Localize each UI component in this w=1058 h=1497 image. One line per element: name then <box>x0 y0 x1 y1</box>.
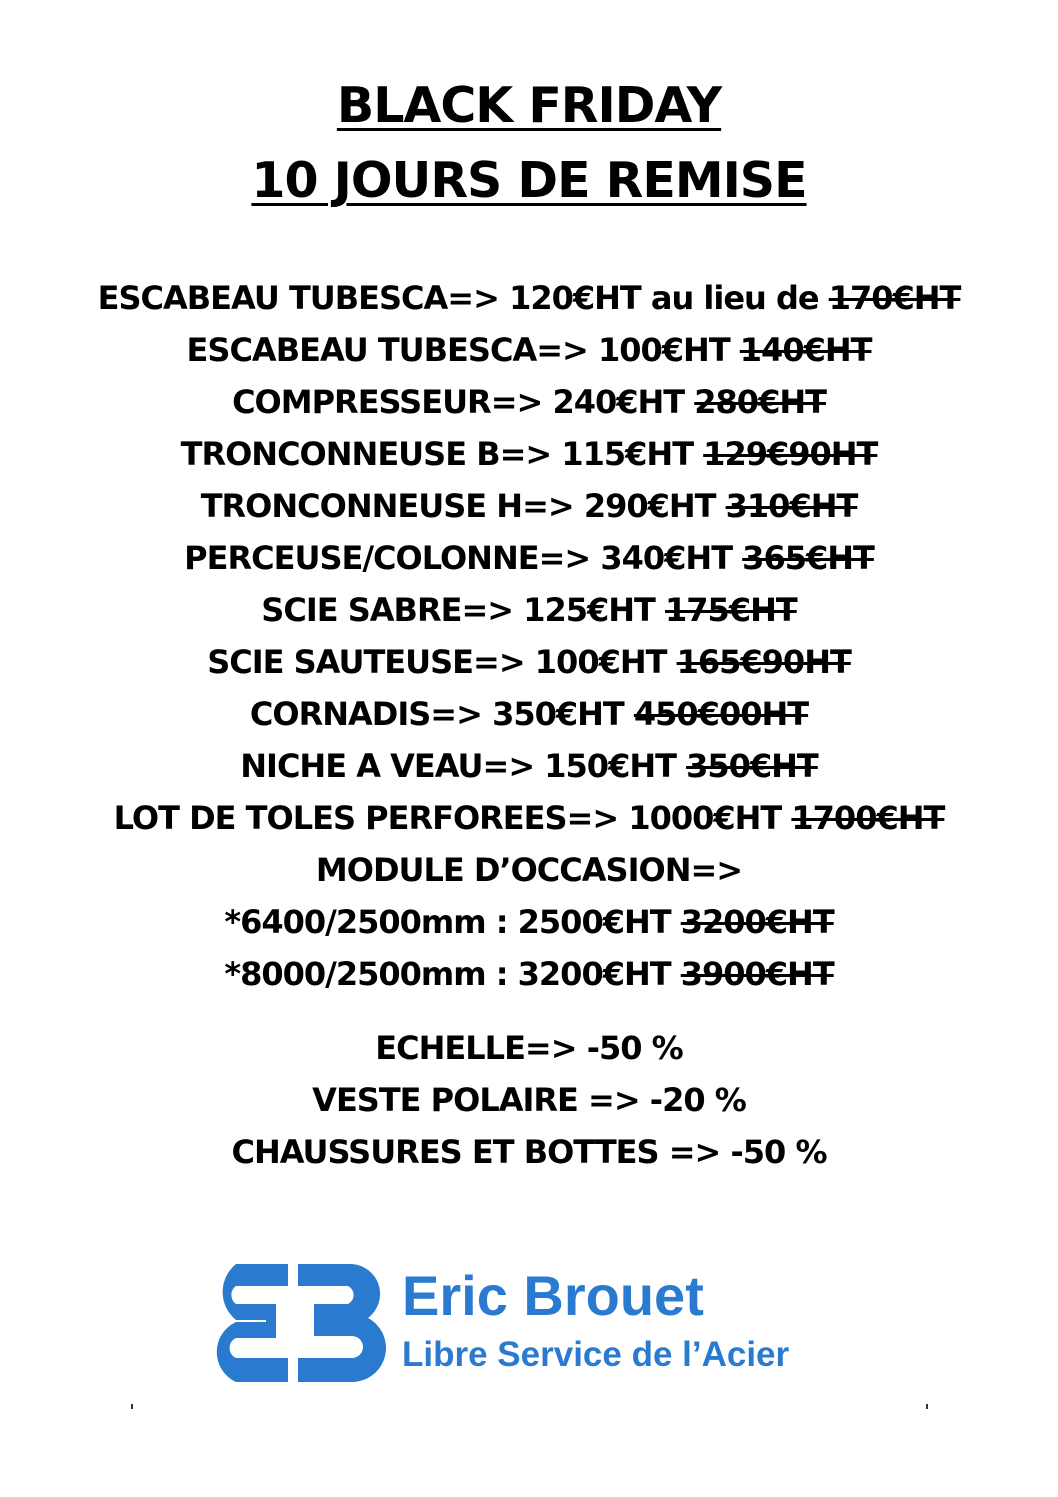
old-price: 140€HT <box>739 331 872 369</box>
page-mark <box>926 1404 928 1409</box>
list-item <box>0 740 1058 792</box>
item-text: *6400/2500mm : 2500€HT <box>224 903 681 941</box>
list-item <box>0 792 1058 844</box>
item-text: MODULE D’OCCASION=> <box>315 851 743 889</box>
old-price: 310€HT <box>725 487 858 525</box>
list-item <box>0 844 1058 896</box>
item-text: CORNADIS=> 350€HT <box>249 695 634 733</box>
list-item <box>0 272 1058 324</box>
item-text: *8000/2500mm : 3200€HT <box>224 955 681 993</box>
old-price: 450€00HT <box>633 695 809 733</box>
old-price: 175€HT <box>665 591 797 629</box>
list-item <box>0 584 1058 636</box>
item-text: SCIE SAUTEUSE=> 100€HT <box>207 643 677 681</box>
discount-list <box>0 1022 1058 1178</box>
list-item <box>0 480 1058 532</box>
old-price: 170€HT <box>828 279 961 317</box>
old-price: 365€HT <box>742 539 874 577</box>
list-item <box>0 636 1058 688</box>
page-title: BLACK FRIDAY <box>336 77 722 134</box>
price-list <box>0 272 1058 1000</box>
page-mark <box>131 1404 133 1409</box>
item-text: NICHE A VEAU=> 150€HT <box>240 747 687 785</box>
old-price: 3900€HT <box>680 955 834 993</box>
old-price: 129€90HT <box>703 435 878 473</box>
discount-item: VESTE POLAIRE => -20 % <box>312 1081 746 1119</box>
old-price: 165€90HT <box>676 643 851 681</box>
old-price: 280€HT <box>694 383 826 421</box>
page-subtitle: 10 JOURS DE REMISE <box>251 152 807 209</box>
old-price: 3200€HT <box>680 903 834 941</box>
company-logo <box>196 1258 886 1388</box>
discount-item: CHAUSSURES ET BOTTES => -50 % <box>231 1133 827 1171</box>
item-text: TRONCONNEUSE H=> 290€HT <box>200 487 726 525</box>
discount-item: ECHELLE=> -50 % <box>375 1029 683 1067</box>
list-item <box>0 324 1058 376</box>
item-text: SCIE SABRE=> 125€HT <box>261 591 666 629</box>
item-text: LOT DE TOLES PERFOREES=> 1000€HT <box>113 799 792 837</box>
item-text: PERCEUSE/COLONNE=> 340€HT <box>184 539 743 577</box>
item-text: ESCABEAU TUBESCA=> 120€HT au lieu de <box>97 279 829 317</box>
list-item <box>0 948 1058 1000</box>
list-item <box>0 428 1058 480</box>
old-price: 1700€HT <box>791 799 945 837</box>
brand-tagline: Libre Service de l’Acier <box>402 1335 790 1374</box>
list-item <box>0 376 1058 428</box>
brand-name: Eric Brouet <box>402 1264 704 1327</box>
eb-monogram-icon <box>196 1258 392 1388</box>
list-item <box>0 532 1058 584</box>
item-text: TRONCONNEUSE B=> 115€HT <box>180 435 704 473</box>
item-text: COMPRESSEUR=> 240€HT <box>232 383 695 421</box>
item-text: ESCABEAU TUBESCA=> 100€HT <box>186 331 740 369</box>
list-item <box>0 688 1058 740</box>
old-price: 350€HT <box>686 747 818 785</box>
list-item <box>0 896 1058 948</box>
